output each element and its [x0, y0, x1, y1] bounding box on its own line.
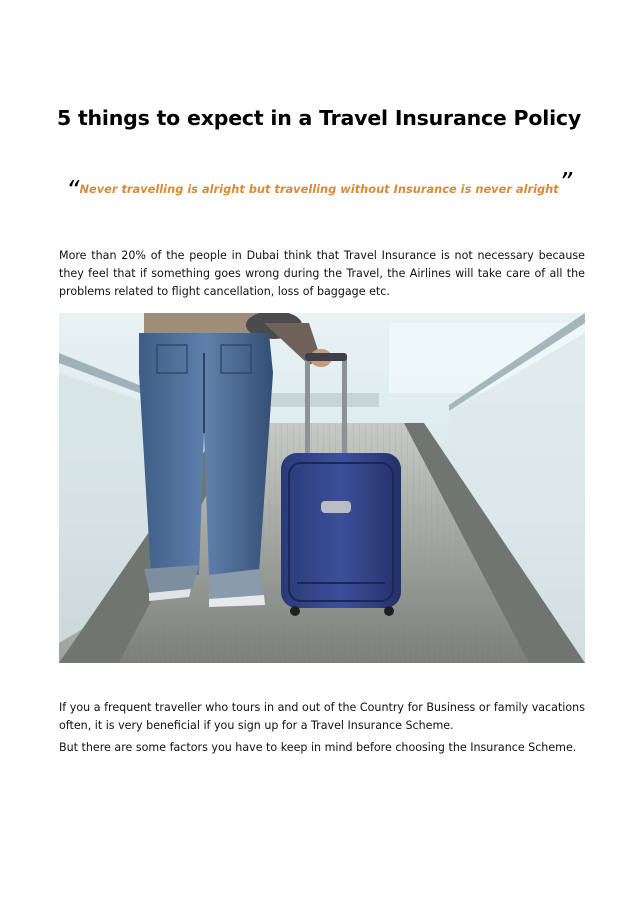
intro-paragraph: More than 20% of the people in Dubai think that Travel Insurance is not necessary because they feel that if something goes wrong during the Travel, the Airlines will take care of all the problems related to flight cancellation, loss of baggage etc.: [59, 249, 585, 298]
pull-quote: [66, 168, 586, 206]
body-paragraph: If you a frequent traveller who tours in and out of the Country for Business or family vacations often, it is very beneficial if you sign up for a Travel Insurance Scheme.: [59, 701, 585, 732]
body-paragraph: But there are some factors you have to keep in mind before choosing the Insurance Scheme.: [59, 741, 577, 754]
close-quote-mark: ”: [558, 168, 573, 198]
quote-text: Never travelling is alright but travelling without Insurance is never alright: [79, 182, 559, 196]
page-title: 5 things to expect in a Travel Insurance Policy: [56, 106, 582, 130]
traveller-with-suitcase-photo: [59, 313, 585, 663]
open-quote-mark: “: [66, 176, 80, 206]
